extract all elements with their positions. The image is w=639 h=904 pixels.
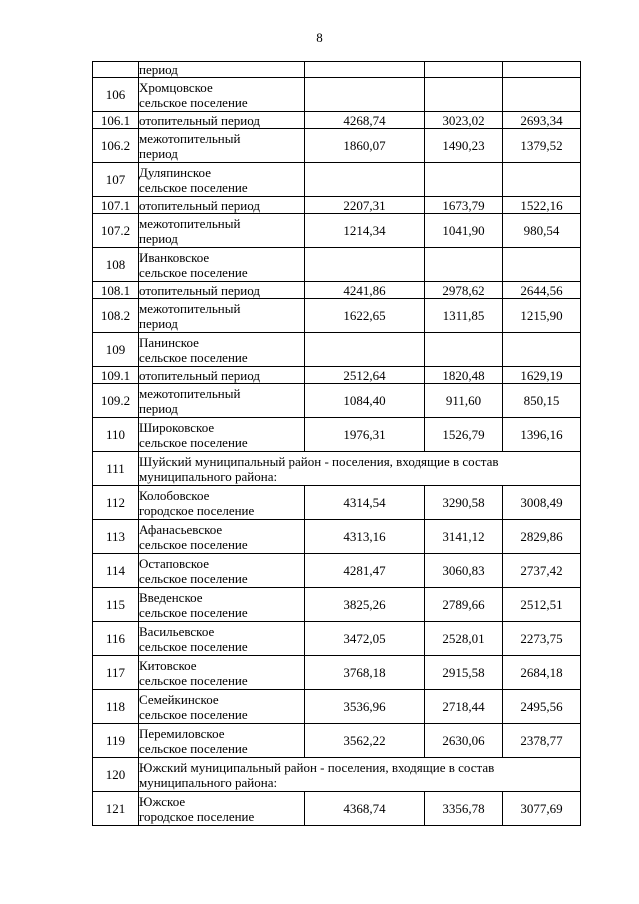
row-number-cell: 116 [93, 622, 139, 656]
value-cell: 2273,75 [503, 622, 581, 656]
value-cell: 3825,26 [305, 588, 425, 622]
settlement-name-cell [139, 197, 305, 214]
table-row [93, 78, 581, 112]
value-cell: 1041,90 [425, 214, 503, 248]
tariff-table [92, 61, 581, 826]
cell-text-line: сельское поселение [139, 264, 248, 280]
settlement-name-cell [139, 333, 305, 367]
value-cell [305, 333, 425, 367]
row-number-cell: 107 [93, 163, 139, 197]
row-number-cell: 112 [93, 486, 139, 520]
value-cell: 4281,47 [305, 554, 425, 588]
value-cell: 2378,77 [503, 724, 581, 758]
value-cell [305, 163, 425, 197]
value-cell [425, 248, 503, 282]
cell-text-line: муниципального района: [139, 468, 278, 484]
value-cell [425, 62, 503, 78]
value-cell [425, 333, 503, 367]
value-cell: 2512,51 [503, 588, 581, 622]
cell-text-line: сельское поселение [139, 94, 248, 110]
value-cell: 1673,79 [425, 197, 503, 214]
row-number-cell: 106 [93, 78, 139, 112]
row-number-cell: 111 [93, 452, 139, 486]
value-cell: 2829,86 [503, 520, 581, 554]
value-cell: 2528,01 [425, 622, 503, 656]
cell-text-line: Перемиловское [139, 725, 225, 741]
table-row [93, 758, 581, 792]
row-number-cell: 106.1 [93, 112, 139, 129]
row-number-cell: 109.1 [93, 367, 139, 384]
value-cell: 2718,44 [425, 690, 503, 724]
table-row [93, 282, 581, 299]
cell-text-line: сельское поселение [139, 672, 248, 688]
value-cell: 3077,69 [503, 792, 581, 826]
table-row [93, 129, 581, 163]
cell-text-line: отопительный период [139, 112, 260, 128]
value-cell: 3141,12 [425, 520, 503, 554]
value-cell: 2978,62 [425, 282, 503, 299]
cell-text-line: Семейкинское [139, 691, 219, 707]
table-body [93, 62, 581, 826]
table-row [93, 299, 581, 333]
table-row [93, 690, 581, 724]
value-cell: 3023,02 [425, 112, 503, 129]
settlement-name-cell [139, 367, 305, 384]
value-cell: 2630,06 [425, 724, 503, 758]
cell-text-line: сельское поселение [139, 706, 248, 722]
cell-text-line: межотопительный [139, 215, 241, 231]
cell-text-line: Колобовское [139, 487, 210, 503]
table-row [93, 724, 581, 758]
cell-text-line: отопительный период [139, 282, 260, 298]
row-number-cell [93, 62, 139, 78]
value-cell: 1629,19 [503, 367, 581, 384]
row-number-cell: 108.2 [93, 299, 139, 333]
cell-text-line: сельское поселение [139, 349, 248, 365]
value-cell: 1976,31 [305, 418, 425, 452]
cell-text-line: Васильевское [139, 623, 215, 639]
table-row [93, 333, 581, 367]
row-number-cell: 107.1 [93, 197, 139, 214]
row-number-cell: 113 [93, 520, 139, 554]
cell-text-line: муниципального района: [139, 774, 278, 790]
settlement-name-cell [139, 214, 305, 248]
district-heading-cell [139, 452, 581, 486]
cell-text-line: городское поселение [139, 808, 255, 824]
settlement-name-cell [139, 690, 305, 724]
value-cell: 980,54 [503, 214, 581, 248]
value-cell: 4368,74 [305, 792, 425, 826]
cell-text-line: Панинское [139, 334, 199, 350]
settlement-name-cell [139, 656, 305, 690]
cell-text-line: Дуляпинское [139, 164, 211, 180]
value-cell [425, 163, 503, 197]
row-number-cell: 110 [93, 418, 139, 452]
table-row [93, 197, 581, 214]
value-cell: 2644,56 [503, 282, 581, 299]
cell-text-line: межотопительный [139, 385, 241, 401]
table-row [93, 656, 581, 690]
row-number-cell: 118 [93, 690, 139, 724]
cell-text-line: период [139, 400, 178, 416]
value-cell: 1311,85 [425, 299, 503, 333]
cell-text-line: межотопительный [139, 130, 241, 146]
value-cell [305, 78, 425, 112]
value-cell: 1522,16 [503, 197, 581, 214]
settlement-name-cell [139, 554, 305, 588]
settlement-name-cell [139, 724, 305, 758]
table-row [93, 62, 581, 78]
table-row [93, 214, 581, 248]
row-number-cell: 114 [93, 554, 139, 588]
value-cell: 4314,54 [305, 486, 425, 520]
value-cell: 1084,40 [305, 384, 425, 418]
settlement-name-cell [139, 282, 305, 299]
row-number-cell: 115 [93, 588, 139, 622]
value-cell: 1622,65 [305, 299, 425, 333]
row-number-cell: 121 [93, 792, 139, 826]
value-cell: 4313,16 [305, 520, 425, 554]
table-row [93, 384, 581, 418]
settlement-name-cell [139, 520, 305, 554]
table-row [93, 588, 581, 622]
cell-text-line: отопительный период [139, 367, 260, 383]
settlement-name-cell [139, 792, 305, 826]
value-cell: 1526,79 [425, 418, 503, 452]
settlement-name-cell [139, 248, 305, 282]
row-number-cell: 107.2 [93, 214, 139, 248]
cell-text-line: период [139, 230, 178, 246]
table-row [93, 367, 581, 384]
value-cell: 4268,74 [305, 112, 425, 129]
cell-text-line: Афанасьевское [139, 521, 223, 537]
value-cell: 1215,90 [503, 299, 581, 333]
settlement-name-cell [139, 129, 305, 163]
settlement-name-cell [139, 163, 305, 197]
value-cell: 4241,86 [305, 282, 425, 299]
cell-text-line: Шуйский муниципальный район - поселения, входящие в состав [139, 453, 499, 469]
table-row [93, 418, 581, 452]
value-cell: 1214,34 [305, 214, 425, 248]
settlement-name-cell [139, 78, 305, 112]
value-cell: 1490,23 [425, 129, 503, 163]
value-cell: 2789,66 [425, 588, 503, 622]
district-heading-cell [139, 758, 581, 792]
cell-text-line: сельское поселение [139, 638, 248, 654]
cell-text-line: Южский муниципальный район - поселения, входящие в состав [139, 759, 495, 775]
value-cell: 3768,18 [305, 656, 425, 690]
value-cell: 2684,18 [503, 656, 581, 690]
value-cell [503, 62, 581, 78]
table-row [93, 554, 581, 588]
row-number-cell: 108.1 [93, 282, 139, 299]
row-number-cell: 119 [93, 724, 139, 758]
value-cell [503, 163, 581, 197]
value-cell: 3562,22 [305, 724, 425, 758]
cell-text-line: сельское поселение [139, 570, 248, 586]
value-cell [503, 333, 581, 367]
cell-text-line: межотопительный [139, 300, 241, 316]
table-row [93, 486, 581, 520]
value-cell: 2693,34 [503, 112, 581, 129]
cell-text-line: городское поселение [139, 502, 255, 518]
table-row [93, 163, 581, 197]
cell-text-line: период [139, 145, 178, 161]
value-cell: 1379,52 [503, 129, 581, 163]
value-cell: 3472,05 [305, 622, 425, 656]
value-cell [425, 78, 503, 112]
cell-text-line: отопительный период [139, 197, 260, 213]
cell-text-line: Южское [139, 793, 186, 809]
table-row [93, 248, 581, 282]
settlement-name-cell [139, 299, 305, 333]
value-cell: 3060,83 [425, 554, 503, 588]
settlement-name-cell [139, 384, 305, 418]
settlement-name-cell [139, 622, 305, 656]
value-cell: 2207,31 [305, 197, 425, 214]
table-row [93, 112, 581, 129]
row-number-cell: 109 [93, 333, 139, 367]
value-cell: 2737,42 [503, 554, 581, 588]
table-row [93, 520, 581, 554]
settlement-name-cell [139, 588, 305, 622]
row-number-cell: 108 [93, 248, 139, 282]
cell-text-line: сельское поселение [139, 604, 248, 620]
value-cell [305, 248, 425, 282]
value-cell: 911,60 [425, 384, 503, 418]
table-row [93, 622, 581, 656]
value-cell [503, 78, 581, 112]
cell-text-line: сельское поселение [139, 434, 248, 450]
settlement-name-cell [139, 112, 305, 129]
settlement-name-cell [139, 486, 305, 520]
cell-text-line: Китовское [139, 657, 197, 673]
cell-text-line: Хромцовское [139, 79, 213, 95]
cell-text-line: период [139, 62, 178, 77]
cell-text-line: сельское поселение [139, 179, 248, 195]
value-cell: 3290,58 [425, 486, 503, 520]
row-number-cell: 120 [93, 758, 139, 792]
value-cell: 1820,48 [425, 367, 503, 384]
settlement-name-cell [139, 418, 305, 452]
value-cell: 2915,58 [425, 656, 503, 690]
value-cell: 1396,16 [503, 418, 581, 452]
cell-text-line: Введенское [139, 589, 203, 605]
cell-text-line: сельское поселение [139, 740, 248, 756]
row-number-cell: 106.2 [93, 129, 139, 163]
value-cell: 1860,07 [305, 129, 425, 163]
table-row [93, 792, 581, 826]
cell-text-line: Иванковское [139, 249, 210, 265]
table-row [93, 452, 581, 486]
value-cell: 2495,56 [503, 690, 581, 724]
row-number-cell: 117 [93, 656, 139, 690]
cell-text-line: период [139, 315, 178, 331]
value-cell: 2512,64 [305, 367, 425, 384]
value-cell: 3536,96 [305, 690, 425, 724]
cell-text-line: Широковское [139, 419, 215, 435]
row-number-cell: 109.2 [93, 384, 139, 418]
value-cell: 3008,49 [503, 486, 581, 520]
value-cell: 3356,78 [425, 792, 503, 826]
value-cell: 850,15 [503, 384, 581, 418]
page-number: 8 [316, 30, 323, 45]
value-cell [305, 62, 425, 78]
cell-text-line: Остаповское [139, 555, 209, 571]
settlement-name-cell [139, 62, 305, 78]
cell-text-line: сельское поселение [139, 536, 248, 552]
value-cell [503, 248, 581, 282]
